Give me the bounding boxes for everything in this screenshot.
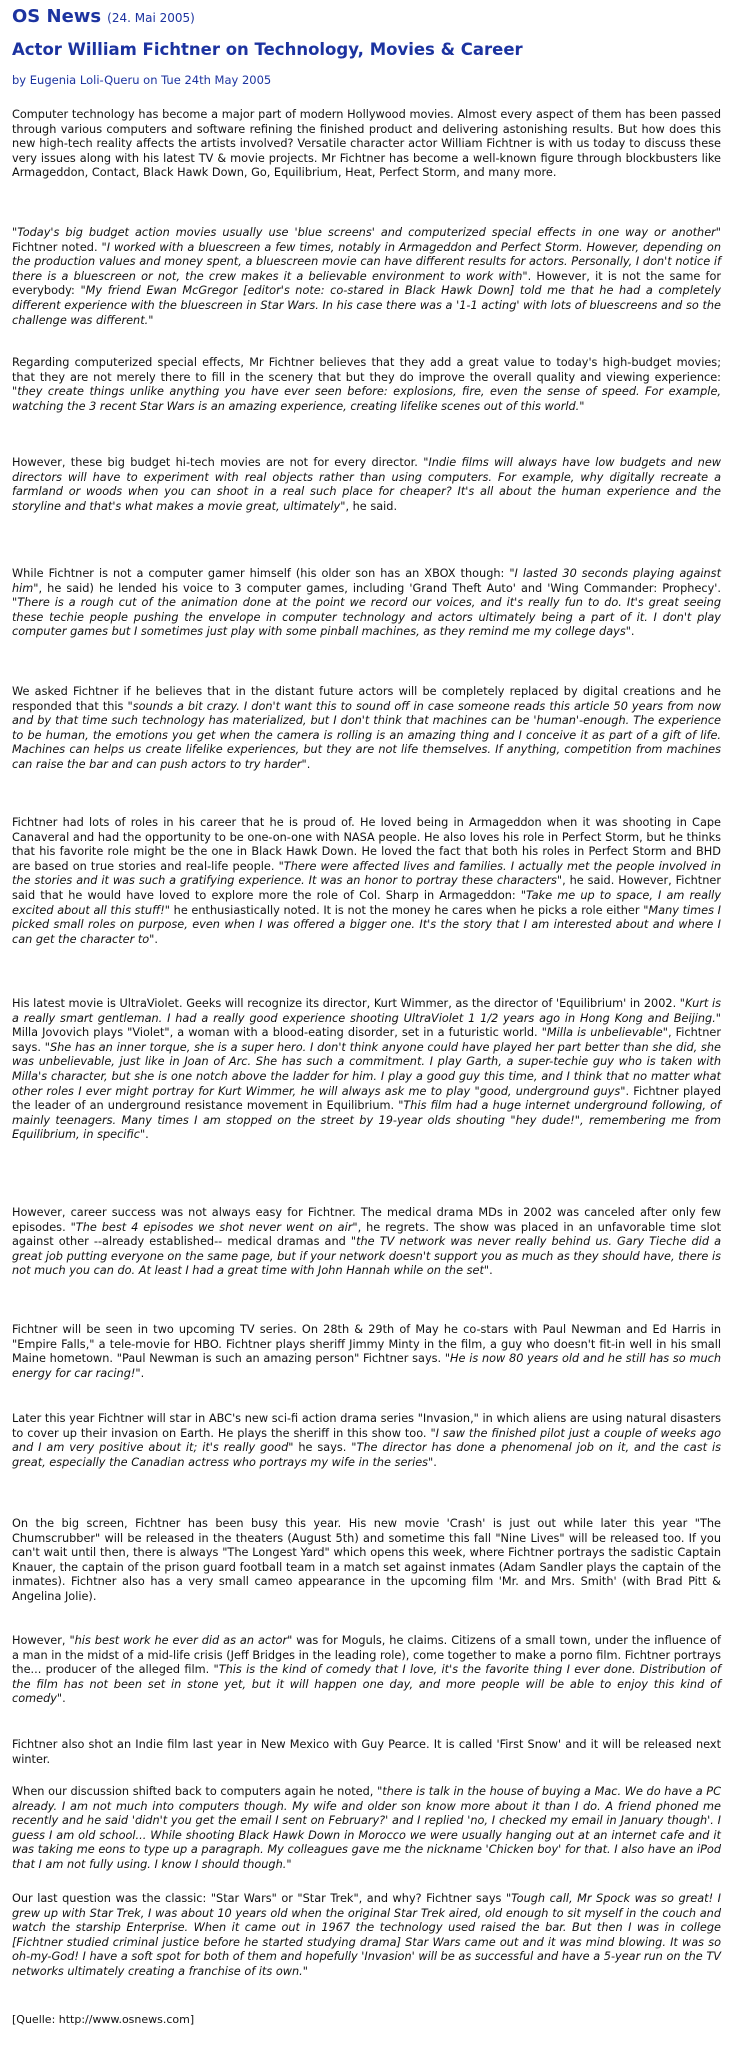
body-text: Milla Jovovich plays "Violet", a woman with a blood-eating disorder, set in a futuristic world. — [12, 1026, 542, 1040]
body-text: . However, it is not the same for everybody: — [12, 269, 722, 298]
article-paragraph — [12, 567, 721, 640]
quote-text: "Tough call, Mr Spock was so great! I grew up with Star Trek, I was about 10 years old when the original Star Trek aired, old enough to sit myself in the couch and watch the starship Enterprise. When it came out in 1967 the technology used raised the bar. But then I was in college [Fichtner studied criminal justice before he started studying drama] Star Wars came out and it was mind blowing. It was so oh-my-God! I have a soft spot for both of them and hopefully 'Invasion' will be as successful and have a 5-year run on the TV networks ultimately creating a franchise of its own." — [12, 1892, 721, 1978]
body-text: While Fichtner is not a computer gamer himself (his older son has an XBOX though: — [12, 567, 510, 580]
article-paragraph — [12, 816, 721, 947]
quote-text: "She has an inner torque, she is a super hero. I don't think anyone could have played her part better than she did, she was unbelievable, just like in Joan of Arc. She has such a commitment. I play Garth, a super-techie guy who is taken with Milla's character, but she is one notch above the ladder for him. I play a good guy this time, and I think that no matter what other roles I ever might portray for Kurt Wimmer, he will always ask me to play "good, underground guys" — [12, 1040, 721, 1098]
article-paragraph — [12, 1412, 721, 1470]
body-text: Fichtner had lots of roles in his career that he is proud of. He loved being in Armageddon when it was shooting in Cape Canaveral and had the opportunity to be one-on-one with NASA people. He also loves his role in Perfect Storm, but he thinks that his favorite role might be the one in Black Hawk Down. He loved the fact that both his roles in Perfect Storm and BHD are based on true stories and real-life people. — [12, 816, 721, 873]
byline: by Eugenia Loli-Queru on Tue 24th May 2005 — [12, 73, 272, 87]
site-name[interactable]: OS News — [12, 6, 102, 27]
quote-text: "sounds a bit crazy. I don't want this to sound off in case someone reads this article 50 years from now and by that time such technology has materialized, but I don't think that machines can be 'human'-enough. The experience to be human, the emotions you get when the camera is rolling is an amazing thing and I conceive it as part of a gift of life. Machines can helps us create lifelike experiences, but they are not life themselves. If anything, competition from machines can raise the bar and can push actors to try harder" — [12, 699, 721, 771]
quote-text: "There were affected lives and families. I actually met the people involved in the stories and it was such a gratifying experience. It was an honor to portray these characters" — [12, 859, 721, 888]
body-text: he says. — [293, 1441, 352, 1455]
quote-text: "There is a rough cut of the animation done at the point we record our voices, and it's really fun to do. It's great seeing these techie people pushing the envelope in computer technology and actors ultimately being a part of it. I don't play computer games but I sometimes just play with some pinball machines, as they remind me my college days" — [12, 596, 721, 639]
body-text: , he regrets. The show was placed in an unfavorable time slot against other --already established-- medical dramas and — [12, 1220, 722, 1249]
body-text: On the big screen, Fichtner has been busy this year. His new movie 'Crash' is just out while later this year "The Chumscrubber" will be released in the theaters (August 5th) and sometime this fall "Nine Lives" will be released too. If you can't wait until then, there is always "The Longest Yard" which opens this week, where Fichtner portrays the sadistic Captain Knauer, the captain of the prison guard football team in a match set against inmates (Adam Sandler plays the captain of the inmates). Fichtner also has a very small cameo appearance in the upcoming film 'Mr. and Mrs. Smith' (with Brad Pitt & Angelina Jolie). — [12, 1517, 721, 1603]
article-paragraph — [12, 456, 721, 514]
body-text: Fichtner noted. — [12, 240, 102, 254]
quote-text: "I worked with a bluescreen a few times, notably in Armageddon and Perfect Storm. However, depending on the production values and money spent, a bluescreen movie can have different results for actors. Personally, I don't notice if there is a bluescreen or not, the crew makes it a believable environment to work with" — [12, 240, 722, 283]
article-paragraph — [12, 997, 721, 1143]
quote-text: "Indie films will always have low budgets and new directors will have to experiment with real objects rather than using computers. For example, why digitally recreate a farmland or woods when you can shoot in a real such place for cheaper? It's all about the human experience and the storyline and that's what makes a movie great, ultimately" — [12, 456, 722, 513]
body-text: . — [489, 1264, 493, 1278]
quote-text: "Take me up to space, I am really excited about all this stuff!" — [12, 888, 722, 917]
source-note: [Quelle: http://www.osnews.com] — [12, 2013, 195, 2026]
article-title: Actor William Fichtner on Technology, Movies & Career — [12, 40, 523, 59]
body-text: . — [630, 625, 635, 639]
article-paragraph — [12, 1738, 721, 1767]
body-text: . — [62, 1692, 66, 1706]
body-text: , Fichtner says. — [12, 1026, 721, 1054]
body-text: Fichtner will be seen in two upcoming TV series. On 28th & 29th of May he co-stars with Paul Newman and Ed Harris in "Empire Falls," a tele-movie for HBO. Fichtner plays sheriff Jimmy Minty in the film, a guy who doesn't fit-in well in his small Maine hometown. "Paul Newman is such an amazing person" Fichtner says. — [12, 1323, 721, 1366]
quote-text: "The best 4 episodes we shot never went on air" — [70, 1220, 358, 1234]
body-text: , he said. — [345, 499, 398, 513]
article-paragraph — [12, 226, 721, 328]
body-text: We asked Fichtner if he believes that in the distant future actors will be completely replaced by digital creations and he responded that this — [12, 685, 721, 713]
body-text: However, career success was not always easy for Fichtner. The medical drama MDs in 2002 was canceled after only few episodes. — [12, 1206, 721, 1234]
body-text: . — [145, 1128, 149, 1142]
quote-text: "This is the kind of comedy that I love, it's the favorite thing I ever done. Distribution of the film has not been set in stone yet, but it will happen one day, and more people will be able to enjoy this kind of comedy" — [12, 1663, 721, 1706]
article-paragraph — [12, 685, 721, 773]
article-paragraph — [12, 356, 721, 414]
quote-text: "Milla is unbelievable" — [541, 1026, 668, 1040]
quote-text: "He is now 80 years old and he still has so much energy for car racing!" — [12, 1352, 721, 1380]
article-paragraph — [12, 1206, 721, 1279]
body-text: . — [140, 1366, 145, 1380]
article-paragraph — [12, 1323, 721, 1381]
quote-text: "the TV network was never really behind us. Gary Tieche did a great job putting everyone on the same page, but if your network doesn't support you as much as they should have, there is not much you can do. At least I had a great time with John Hannah while on the set" — [12, 1235, 721, 1278]
body-text: . — [306, 757, 311, 771]
quote-text: "they create things unlike anything you have ever seen before: explosions, fire, even the sense of speed. For example, watching the 3 recent Star Wars is an amazing experience, creating lifelike scenes out of this world." — [12, 385, 721, 413]
body-text: Our last question was the classic: "Star Wars" or "Star Trek", and why? Fichtner says — [12, 1892, 506, 1905]
article-paragraph — [12, 1517, 721, 1605]
article-paragraph — [12, 1634, 721, 1707]
body-text: . — [154, 932, 158, 946]
body-text: . — [433, 1455, 437, 1469]
site-header — [12, 6, 195, 27]
quote-text: "his best work he ever did as an actor" — [69, 1634, 293, 1647]
quote-text: "Kurt is a really smart gentleman. I had a really good experience shooting UltraViolet 1 1/2 years ago in Hong Kong and Beijing." — [12, 997, 721, 1025]
body-text: . Fichtner played the leader of an underground resistance movement in Equilibrium. — [12, 1084, 722, 1113]
body-text: Later this year Fichtner will star in ABC's new sci-fi action drama series "Invasion," in which aliens are using natural disasters to cover up their invasion on Earth. He plays the sheriff in this show too. — [12, 1412, 721, 1440]
publish-date: (24. Mai 2005) — [107, 11, 195, 25]
quote-text: "This film had a huge internet underground following, of mainly teenagers. Many times I am stopped on the street by 19-year olds shouting "hey dude!", remembering me from Equilibrium, in specific" — [12, 1099, 721, 1142]
quote-text: "The director has done a phenomenal job on it, and the cast is great, especially the Canadian actress who portrays my wife in the series" — [12, 1441, 721, 1469]
quote-text: "I saw the finished pilot just a couple of weeks ago and I am very positive about it; it's really good" — [12, 1426, 721, 1455]
body-text: was for Moguls, he claims. Citizens of a small town, under the influence of a man in the midst of a mid-life crisis (Jeff Bridges in the leading role), come together to make a porno film. Fichtner portrays the... producer of the alleged film. — [12, 1634, 721, 1677]
quote-text: "there is talk in the house of buying a Mac. We do have a PC already. I am not much into computers though. My wife and older son know more about it than I do. A friend phoned me recently and he said 'didn't you get the email I sent on February?' and I replied 'no, I checked my email in January though'. I guess I am old school... While shooting Black Hawk Down in Morocco we were usually hanging out at an internet cafe and it was taking me eons to type up a paragraph. My colleagues gave me the nickname 'Chicken boy' for that. I also have an iPod that I am not fully using. I know I should though." — [12, 1785, 721, 1871]
body-text: , he said) he lended his voice to 3 computer games, including 'Grand Theft Auto' and 'Wing Commander: Prophecy'. — [38, 581, 721, 595]
body-text: His latest movie is UltraViolet. Geeks will recognize its director, Kurt Wimmer, as the director of 'Equilibrium' in 2002. — [12, 997, 680, 1010]
body-text: Regarding computerized special effects, Mr Fichtner believes that they add a great value to today's high-budget movies; that they are not merely there to fill in the scenery that but they do improve the overall quality and viewing experience: — [12, 356, 721, 384]
quote-text: "My friend Ewan McGregor [editor's note: co-stared in Black Hawk Down] told me that he had a completely different experience with the bluescreen in Star Wars. In his case there was a '1-1 acting' with lots of bluescreens and so the challenge was different." — [12, 284, 721, 327]
body-text: When our discussion shifted back to computers again he noted, — [12, 1785, 378, 1798]
article-paragraph — [12, 1785, 721, 1873]
body-text: However, these big budget hi-tech movies are not for every director. — [12, 456, 424, 469]
quote-text: "Today's big budget action movies usually use 'blue screens' and computerized special effects in one way or another" — [12, 226, 721, 239]
body-text: Computer technology has become a major part of modern Hollywood movies. Almost every aspect of them has been passed through various computers and software refining the finished product and delivering astonishing results. But how does this new high-tech reality affects the artists involved? Versatile character actor William Fichtner is with us today to discuss these very issues along with his latest TV & movie projects. Mr Fichtner has become a well-known figure through blockbusters like Armageddon, Contact, Black Hawk Down, Go, Equilibrium, Heat, Perfect Storm, and many more. — [12, 108, 721, 180]
article-paragraph — [12, 1892, 721, 1980]
article-paragraph — [12, 108, 721, 181]
body-text: Fichtner also shot an Indie film last year in New Mexico with Guy Pearce. It is called 'First Snow' and it will be released next winter. — [12, 1738, 721, 1766]
body-text: , he said. However, Fichtner said that he would have loved to explore more the role of Col. Sharp in Armageddon: — [12, 874, 721, 902]
body-text: However, — [12, 1634, 70, 1647]
quote-text: "Many times I picked small roles on purpose, even when I was offered a bigger one. It's the story that I am interested about and where I can get the character to" — [12, 903, 721, 946]
quote-text: "I lasted 30 seconds playing against him" — [12, 567, 721, 595]
body-text: he enthusiastically noted. It is not the money he cares when he picks a role either — [169, 903, 644, 917]
